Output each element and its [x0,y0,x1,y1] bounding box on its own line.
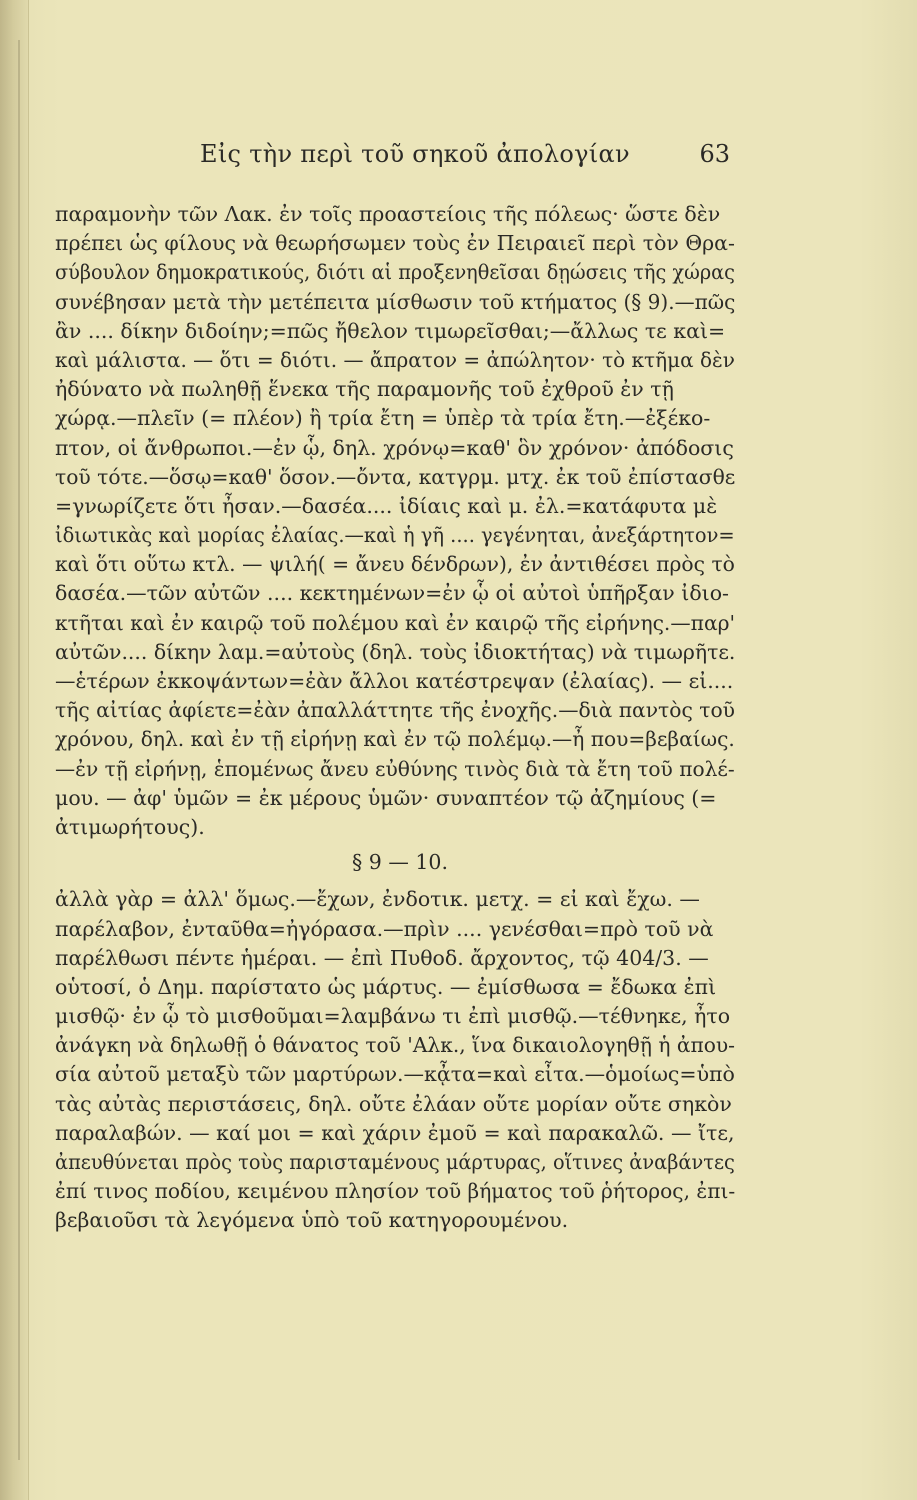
text-line: τῆς αἰτίας ἀφίετε=ἐὰν ἀπαλλάττητε τῆς ἐνοχῆς.—διὰ παντὸς τοῦ [55,698,735,723]
text-line: βεβαιοῦσι τὰ λεγόμενα ὑπὸ τοῦ κατηγορουμένου. [55,1208,569,1233]
text-line: αὐτῶν.... δίκην λαμ.=αὐτοὺς (δηλ. τοὺς ἰδιοκτήτας) νὰ τιμωρῆτε. [55,639,736,664]
commentary-text [55,200,735,1236]
text-line: κτῆται καὶ ἐν καιρῷ τοῦ πολέμου καὶ ἐν καιρῷ τῆς εἰρήνης.—παρ' [55,610,736,635]
text-line: καὶ ὅτι οὕτω κτλ. — ψιλή( = ἄνευ δένδρων), ἐν ἀντιθέσει πρὸς τὸ [55,552,735,577]
text-line: καὶ μάλιστα. — ὅτι = διότι. — ἄπρατον = ἀπώλητον· τὸ κτῆμα δὲν [55,347,735,372]
text-line: σία αὐτοῦ μεταξὺ τῶν μαρτύρων.—κᾆτα=καὶ εἶτα.—ὁμοίως=ὑπὸ [55,1062,735,1087]
text-line: παραλαβών. — καί μοι = καὶ χάριν ἐμοῦ = καὶ παρακαλῶ. — ἴτε, [55,1120,735,1145]
page-number: 63 [699,140,730,168]
text-line: ἀτιμωρήτους). [55,814,205,839]
text-line: πρέπει ὡς φίλους νὰ θεωρήσωμεν τοὺς ἐν Πειραιεῖ περὶ τὸν Θρα- [55,231,735,256]
text-line: =γνωρίζετε ὅτι ἦσαν.—δασέα.... ἰδίαις καὶ μ. ἐλ.=κατάφυτα μὲ [55,493,718,518]
text-line: μισθῷ· ἐν ᾧ τὸ μισθοῦμαι=λαμβάνω τι ἐπὶ μισθῷ.—τέθνηκε, ἦτο [55,1004,731,1029]
text-line: παρέλθωσι πέντε ἡμέραι. — ἐπὶ Πυθοδ. ἄρχοντος, τῷ 404/3. — [55,945,709,970]
page-gutter [0,0,29,1500]
text-line: χρόνου, δηλ. καὶ ἐν τῇ εἰρήνῃ καὶ ἐν τῷ πολέμῳ.—ἦ που=βεβαίως. [55,727,735,752]
section-heading: § 9 — 10. [352,850,448,875]
text-line: δασέα.—τῶν αὐτῶν .... κεκτημένων=ἐν ᾧ οἱ αὐτοὶ ὑπῆρξαν ἰδιο- [55,581,729,606]
running-head: Εἰς τὴν περὶ τοῦ σηκοῦ ἀπολογίαν [200,140,630,168]
binding-edge [18,40,20,1460]
text-line: πτον, οἱ ἄνθρωποι.—ἐν ᾧ, δηλ. χρόνῳ=καθ' ὃν χρόνον· ἀπόδοσις [55,435,734,460]
page-header [200,140,730,180]
commentary-paragraph-1 [55,200,735,842]
text-line: ἂν .... δίκην διδοίην;=πῶς ἤθελον τιμωρεῖσθαι;—ἄλλως τε καὶ= [55,318,726,343]
text-line: ἀλλὰ γὰρ = ἀλλ' ὅμως.—ἔχων, ἐνδοτικ. μετχ. = εἰ καὶ ἔχω. — [55,887,700,912]
text-line: —ἑτέρων ἐκκοψάντων=ἐὰν ἄλλοι κατέστρεψαν (ἐλαίας). — εἰ.... [55,669,734,693]
text-line: χώρᾳ.—πλεῖν (= πλέον) ἢ τρία ἔτη = ὑπὲρ τὰ τρία ἔτη.—ἐξέκο- [55,406,711,431]
text-line: τὰς αὐτὰς περιστάσεις, δηλ. οὔτε ἐλάαν οὔτε μορίαν οὔτε σηκὸν [55,1091,732,1116]
text-line: ἰδιωτικὰς καὶ μορίας ἐλαίας.—καὶ ἡ γῆ .... γεγένηται, ἀνεξάρτητον= [55,523,735,548]
text-line: μου. — ἀφ' ὑμῶν = ἐκ μέρους ὑμῶν· συναπτέον τῷ ἀζημίους (= [55,785,717,810]
commentary-paragraph-2 [55,885,735,1235]
text-line: ἀπευθύνεται πρὸς τοὺς παρισταμένους μάρτυρας, οἵτινες ἀναβάντες [55,1150,735,1174]
text-line: συνέβησαν μετὰ τὴν μετέπειτα μίσθωσιν τοῦ κτήματος (§ 9).—πῶς [55,289,736,314]
text-line: ἀνάγκη νὰ δηλωθῇ ὁ θάνατος τοῦ 'Αλκ., ἵνα δικαιολογηθῇ ἡ ἀπου- [55,1033,735,1058]
text-line: τοῦ τότε.—ὅσῳ=καθ' ὅσον.—ὄντα, κατγρμ. μτχ. ἐκ τοῦ ἐπίστασθε [55,464,736,489]
text-line: οὑτοσί, ὁ Δημ. παρίστατο ὡς μάρτυς. — ἐμίσθωσα = ἔδωκα ἐπὶ [55,974,717,999]
text-line: —ἐν τῇ εἰρήνῃ, ἑπομένως ἄνευ εὐθύνης τινὸς διὰ τὰ ἔτη τοῦ πολέ- [55,756,735,781]
text-line: παρέλαβον, ἐνταῦθα=ἠγόρασα.—πρὶν .... γενέσθαι=πρὸ τοῦ νὰ [55,916,714,941]
text-line: ἐπί τινος ποδίου, κειμένου πλησίον τοῦ βήματος τοῦ ῥήτορος, ἐπι- [55,1179,736,1204]
text-line: ἠδύνατο νὰ πωληθῇ ἕνεκα τῆς παραμονῆς τοῦ ἐχθροῦ ἐν τῇ [55,377,674,402]
text-line: παραμονὴν τῶν Λακ. ἐν τοῖς προαστείοις τῆς πόλεως· ὥστε δὲν [55,202,721,226]
text-line: σύβουλον δημοκρατικούς, διότι αἱ προξενηθεῖσαι δῃώσεις τῆς χώρας [55,260,735,285]
